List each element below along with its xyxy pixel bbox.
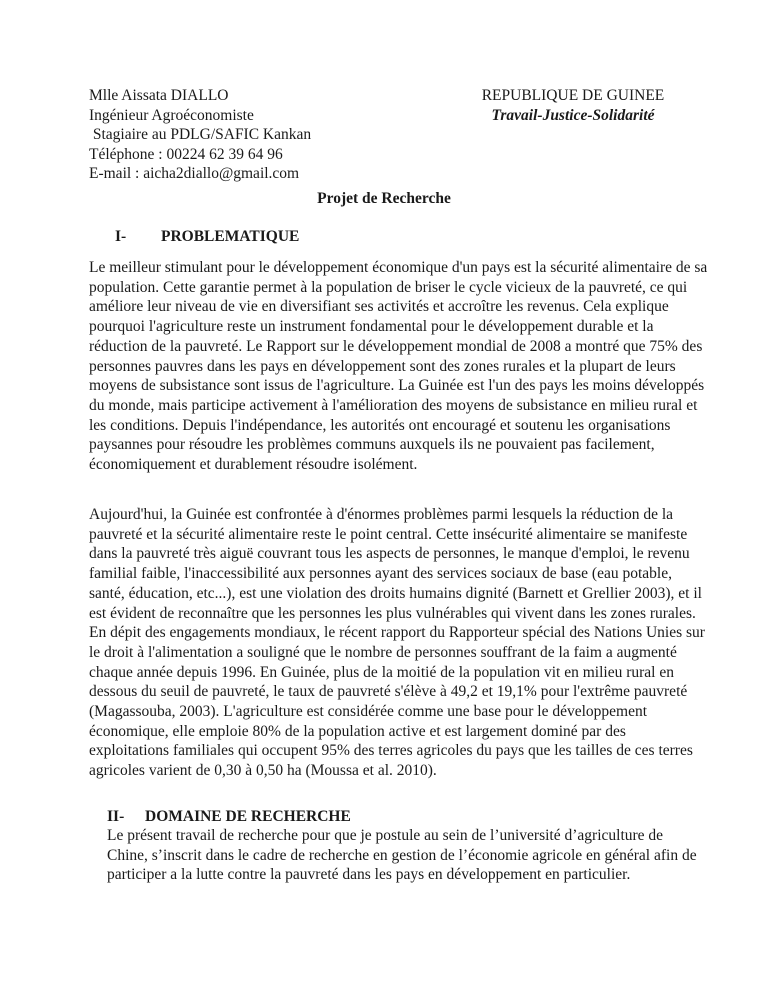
author-phone: Téléphone : 00224 62 39 64 96 (89, 145, 283, 163)
author-position: Stagiaire au PDLG/SAFIC Kankan (89, 126, 312, 144)
country-block (450, 86, 696, 125)
section-title: PROBLEMATIQUE (161, 228, 300, 245)
section-1-paragraph-1 (89, 258, 709, 475)
section-1-paragraph-2 (89, 505, 709, 781)
paragraph-text: Aujourd'hui, la Guinée est confrontée à d'énormes problèmes parmi lesquels la réduction de la pauvreté et la sécurité alimentaire reste le point central. Cette insécurité alimentaire se manifeste dans la pauvreté très aiguë couvrant tous les aspects de personnes, le manque d'emploi, le revenu familial faible, l'inaccessibilité aux personnes ayant des services sociaux de base (eau potable, santé, éducation, etc...), est une violation des droits humains dignité (Barnett et Grellier 2003), et il est évident de reconnaître que les personnes les plus vulnérables qui vivent dans les zones rurales. En dépit des engagements mondiaux, le récent rapport du Rapporteur spécial des Nations Unies sur le droit à l'alimentation a souligné que le nombre de personnes souffrant de la faim a augmenté chaque année depuis 1996. En Guinée, plus de la moitié de la population vit en milieu rural en dessous du seuil de pauvreté, le taux de pauvreté s'élève à 49,2 et 19,1% pour l'extrême pauvreté (Magassouba, 2003). L'agriculture est considérée comme une base pour le développement économique, elle emploie 80% de la population active et est largement dominé par des exploitations familiales qui occupent 95% des terres agricoles du pays que les tailles de ces terres agricoles varient de 0,30 à 0,50 ha (Moussa et al. 2010). (89, 506, 705, 780)
section-title: DOMAINE DE RECHERCHE (145, 808, 351, 825)
section-number: II- (107, 808, 125, 825)
author-contact-block (89, 86, 311, 184)
section-2-paragraph-1 (107, 826, 707, 885)
author-title: Ingénieur Agroéconomiste (89, 106, 254, 124)
section-heading-2 (107, 808, 351, 826)
section-number: I- (115, 228, 127, 245)
author-email: E-mail : aicha2diallo@gmail.com (89, 165, 300, 183)
national-motto: Travail-Justice-Solidarité (491, 106, 655, 124)
document-title: Projet de Recherche (317, 190, 451, 207)
country-name: REPUBLIQUE DE GUINEE (481, 87, 665, 104)
section-heading-1 (115, 228, 299, 246)
paragraph-text: Le meilleur stimulant pour le développement économique d'un pays est la sécurité alimentaire de sa population. Cette garantie permet à la population de briser le cycle vicieux de la pauvreté, ce qui améliore leur niveau de vie en diversifiant ses activités et accroître les revenus. Cela explique pourquoi l'agriculture reste un instrument fondamental pour le développement durable et la réduction de la pauvreté. Le Rapport sur le développement mondial de 2008 a montré que 75% des personnes pauvres dans les pays en développement sont des zones rurales et la plupart de leurs moyens de subsistance sont issus de l'agriculture. La Guinée est l'un des pays les moins développés du monde, mais participe activement à l'amélioration des moyens de subsistance en milieu rural et les conditions. Depuis l'indépendance, les autorités ont encouragé et soutenu les organisations paysannes pour résoudre les problèmes communs auxquels ils ne pouvaient pas facilement, économiquement et durablement résoudre isolément. (89, 259, 708, 474)
author-name: Mlle Aissata DIALLO (89, 87, 229, 104)
paragraph-text: Le présent travail de recherche pour que je postule au sein de l’université d’agriculture de Chine, s’inscrit dans le cadre de recherche en gestion de l’économie agricole en général afin de participer a la lutte contre la pauvreté dans les pays en développement en particulier. (107, 827, 697, 884)
